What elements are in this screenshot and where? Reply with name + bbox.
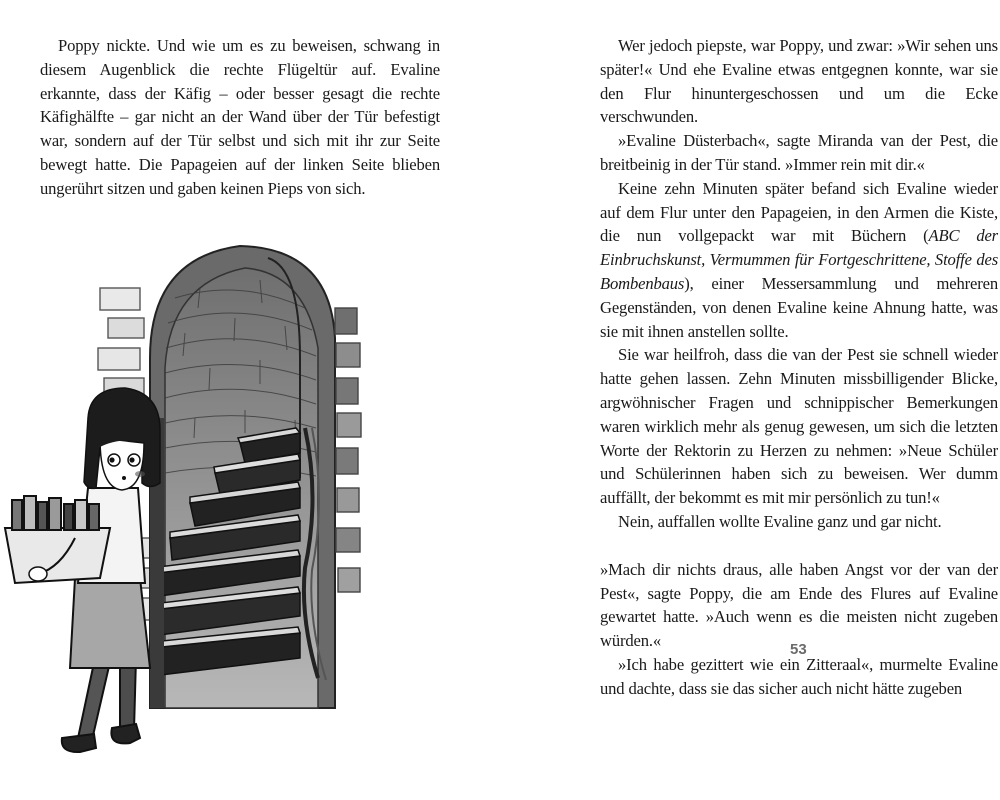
paragraph-text: ), einer Messersammlung und mehreren Gegenständen, von denen Evaline keine Ahnung hatte, was sie mit ihnen anstellen sollte.	[600, 273, 998, 341]
paragraph: »Mach dir nichts draus, alle haben Angst vor der van der Pest«, sagte Poppy, die am Ende des Flures auf Evaline gewartet hatte. »Auch wenn es die meisten nicht zugeben würden.«	[600, 559, 998, 651]
paragraph-text: Keine zehn Minuten später befand sich Evaline wieder auf dem Flur unter den Papageien, in den Armen die Kiste, die nun vollgepackt war mit Büchern (	[600, 178, 998, 246]
book-titles: ABC der Einbruchskunst, Vermummen für Fortgeschrittene, Stoffe des Bombenbaus	[600, 226, 998, 293]
paragraph: »Ich habe gezittert wie ein Zitteraal«, murmelte Evaline und dachte, dass sie das sicher auch nicht hätte zugeben	[600, 654, 998, 698]
staircase-illustration	[0, 238, 480, 758]
paragraph: »Evaline Düsterbach«, sagte Miranda van der Pest, die breitbeinig in der Tür stand. »Immer rein mit dir.«	[600, 131, 998, 174]
left-text-column	[40, 34, 440, 201]
paragraph: Nein, auffallen wollte Evaline ganz und gar nicht.	[618, 511, 942, 531]
right-text-column	[600, 34, 998, 701]
left-page	[0, 0, 480, 800]
paragraph: Wer jedoch piepste, war Poppy, und zwar: »Wir sehen uns später!« Und ehe Evaline etwas entgegnen konnte, war sie den Flur hinuntergeschossen und um die Ecke verschwunden.	[600, 36, 998, 127]
paragraph: Poppy nickte. Und wie um es zu beweisen, schwang in diesem Augenblick die rechte Flügeltür auf. Evaline erkannte, dass der Käfig – oder besser gesagt die rechte Käfighälfte – gar nicht an der Wand über der Tür befestigt war, sondern auf der Tür selbst und sich mit ihr zur Seite bewegt hatte. Die Papageien auf der linken Seite blieben ungerührt sitzen und gaben keinen Pieps von sich.	[40, 36, 440, 198]
paragraph: Sie war heilfroh, dass die van der Pest sie schnell wieder hatte gehen lassen. Zehn Minuten missbilligender Blicke, argwöhnischer Fragen und schnippischer Bemerkungen waren wirklich mehr als genug gewesen, um sich die letzten Worte der Rektorin zu Herzen zu nehmen: »Neue Schüler und Schülerinnen haben sich zu beweisen. Wer dumm auffällt, der bekommt es mit mir persönlich zu tun!«	[600, 345, 998, 508]
right-page	[500, 0, 1000, 800]
paragraph	[600, 177, 998, 344]
page-number: 53	[790, 641, 807, 658]
